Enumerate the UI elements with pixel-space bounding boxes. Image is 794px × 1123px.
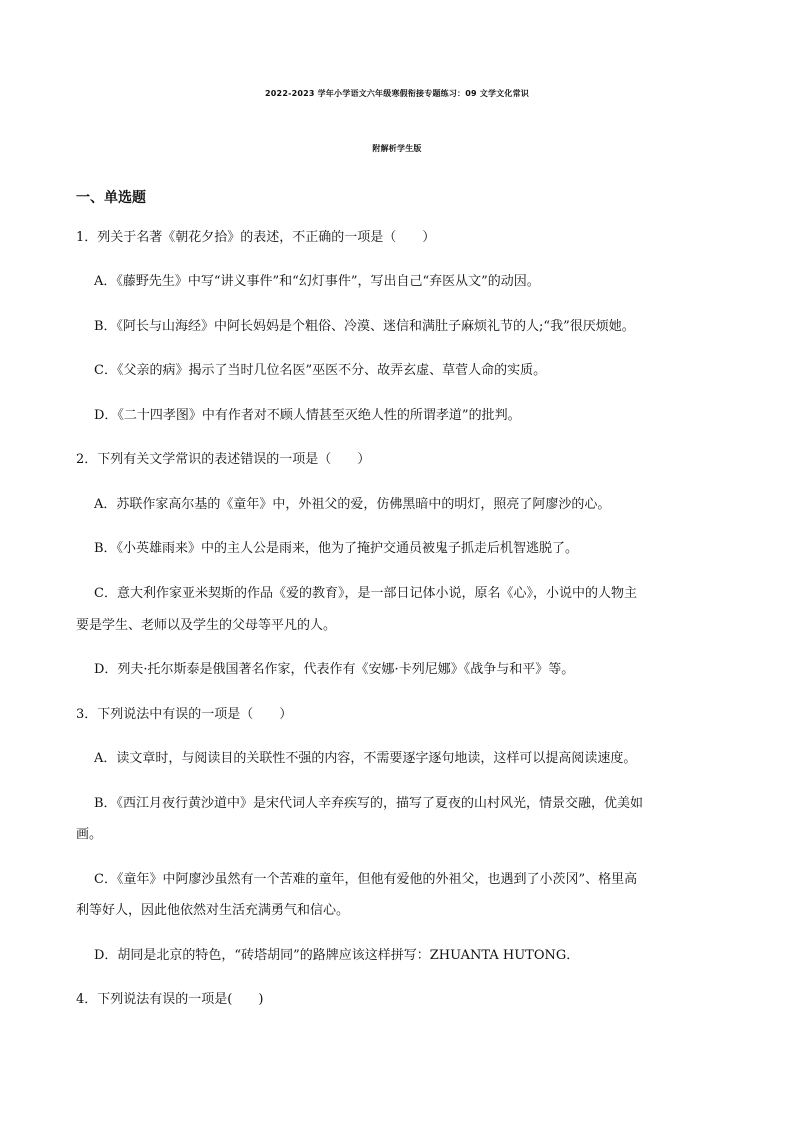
- question-1-option-a: A．《藤野先生》中写“讲义事件”和“幻灯事件”，写出自己“弃医从文”的动因。: [94, 274, 540, 289]
- question-1-option-c: C．《父亲的病》揭示了当时几位名医”巫医不分、故弄玄虚、草菅人命的实质。: [94, 363, 547, 378]
- question-3-stem: 3．下列说法中有误的一项是（ ）: [76, 707, 293, 722]
- question-2-stem: 2．下列有关文学常识的表述错误的一项是（ ）: [76, 452, 371, 467]
- question-4-stem: 4．下列说法有误的一项是( ): [76, 992, 264, 1007]
- question-2-option-b: B．《小英雄雨来》中的主人公是雨来，他为了掩护交通员被鬼子抓走后机智逃脱了。: [94, 541, 579, 556]
- question-1-stem: 1．列关于名著《朝花夕拾》的表述，不正确的一项是（ ）: [76, 230, 436, 245]
- question-2-option-c-line-1: C．意大利作家亚米契斯的作品《爱的教育》，是一部日记体小说，原名《心》，小说中的人物主: [94, 586, 637, 601]
- question-2-option-d: D．列夫·托尔斯泰是俄国著名作家，代表作有《安娜·卡列尼娜》《战争与和平》等。: [94, 662, 575, 677]
- question-3-option-b-line-1: B．《西江月夜行黄沙道中》是宋代词人辛弃疾写的，描写了夏夜的山村风光，情景交融，优美如: [94, 796, 644, 811]
- question-3-option-c-line-1: C．《童年》中阿廖沙虽然有一个苦难的童年，但他有爱他的外祖父，也遇到了小茨冈”、格里高: [94, 872, 638, 887]
- question-2-option-a: A．苏联作家高尔基的《童年》中，外祖父的爱，仿佛黑暗中的明灯，照亮了阿廖沙的心。: [94, 497, 611, 512]
- question-3-option-c-line-2: 利等好人，因此他依然对生活充满勇气和信心。: [76, 903, 350, 918]
- question-1-option-b: B．《阿长与山海经》中阿长妈妈是个粗俗、冷漠、迷信和满肚子麻烦礼节的人;“我”很厌烦她。: [94, 319, 635, 334]
- document-title-line-2: 附解析学生版: [372, 144, 422, 153]
- question-3-option-d: D．胡同是北京的特色，“砖塔胡同”的路牌应该这样拼写：ZHUANTA HUTONG．: [94, 948, 580, 963]
- section-heading: 一、单选题: [76, 190, 146, 206]
- document-title-line-1: 2022-2023 学年小学语文六年级寒假衔接专题练习：09 文学文化常识: [265, 89, 529, 98]
- question-3-option-a: A．读文章时，与阅读目的关联性不强的内容，不需要逐字逐句地读，这样可以提高阅读速度。: [94, 751, 637, 766]
- question-1-option-d: D．《二十四孝图》中有作者对不顾人情甚至灭绝人性的所谓孝道”的批判。: [94, 408, 521, 423]
- question-2-option-c-line-2: 要是学生、老师以及学生的父母等平凡的人。: [76, 618, 337, 633]
- question-3-option-b-line-2: 画。: [76, 827, 103, 842]
